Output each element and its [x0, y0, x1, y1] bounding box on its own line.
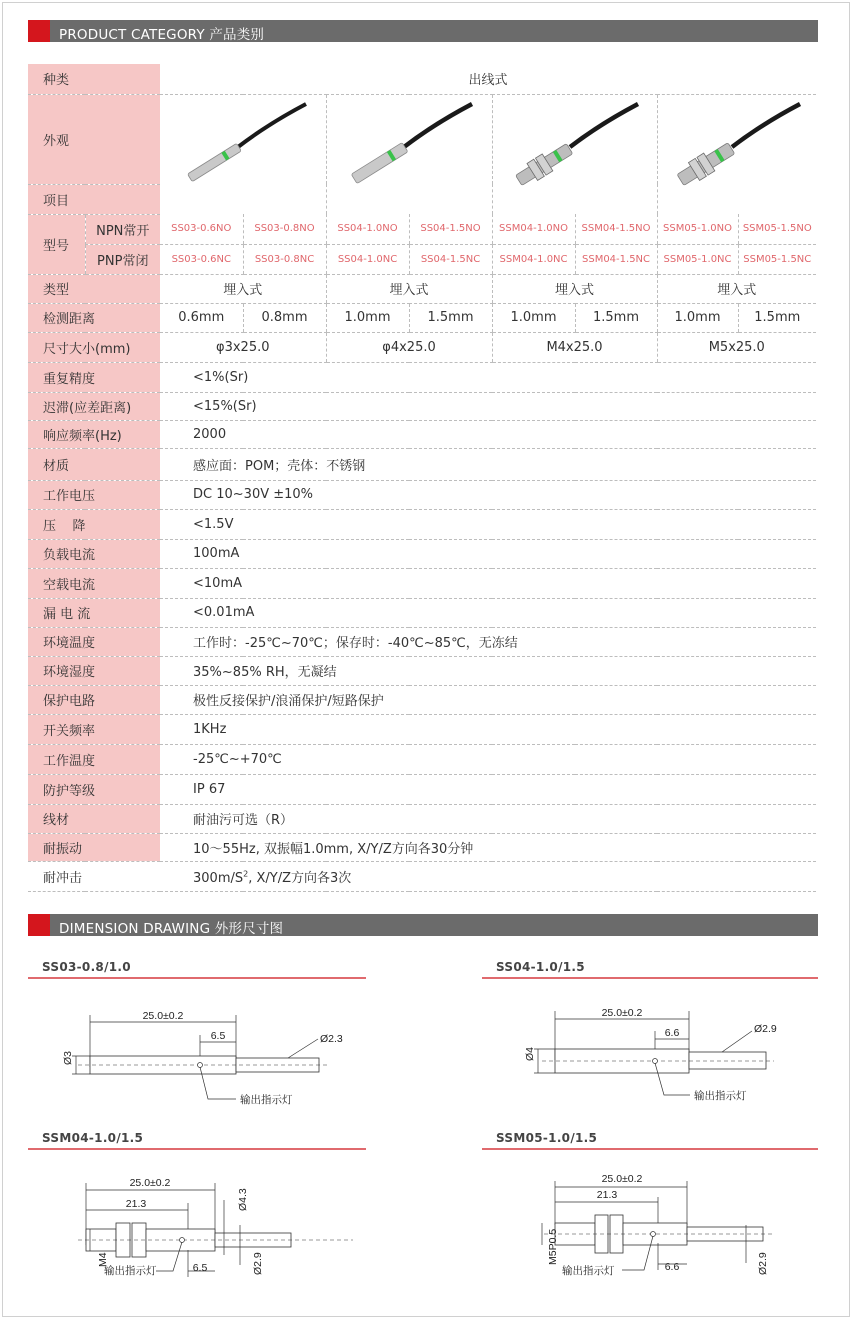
spec-value: 10～55Hz, 双振幅1.0mm, X/Y/Z方向各30分钟 — [160, 833, 816, 861]
spec-label: 开关频率 — [28, 714, 160, 744]
type-value: 埋入式 — [326, 274, 492, 303]
spec-row — [28, 685, 816, 714]
drawing-rule — [482, 977, 818, 979]
dim-cable: Ø2.9 — [754, 1023, 777, 1035]
dim-sense: 6.6 — [664, 1261, 680, 1273]
spec-value: 感应面：POM；壳体：不锈钢 — [160, 448, 816, 480]
spec-label: 工作电压 — [28, 480, 160, 509]
distance-value: 0.6mm — [160, 303, 243, 332]
pnp-model: SS04-1.5NC — [409, 244, 492, 274]
drawing-rule — [28, 1148, 366, 1150]
row-shock — [28, 861, 816, 891]
dim-dia: Ø4 — [524, 1046, 536, 1061]
dim-led: 输出指示灯 — [694, 1090, 747, 1102]
spec-label: 漏 电 流 — [28, 598, 160, 627]
size-value: φ3x25.0 — [160, 332, 326, 362]
spec-value: 100mA — [160, 539, 816, 568]
section-marker — [28, 914, 50, 936]
section-title: PRODUCT CATEGORY 产品类别 — [59, 27, 265, 43]
drawing-title-ss03: SS03-0.8/1.0 — [42, 960, 131, 974]
dim-length: 25.0±0.2 — [601, 1007, 643, 1019]
spec-label: 耐振动 — [28, 833, 160, 861]
distance-value: 1.0mm — [657, 303, 738, 332]
drawing-title-ssm05: SSM05-1.0/1.5 — [496, 1131, 598, 1145]
drawing-title-ss04: SS04-1.0/1.5 — [496, 960, 585, 974]
shock-value-b: , X/Y/Z方向各3次 — [248, 870, 352, 886]
section-header-dimension — [28, 914, 818, 936]
npn-model: SS03-0.6NO — [160, 214, 243, 244]
spec-row — [28, 627, 816, 656]
spec-row — [28, 480, 816, 509]
dim-sense: 6.5 — [210, 1030, 226, 1042]
drawing-title-ssm04: SSM04-1.0/1.5 — [42, 1131, 144, 1145]
dim-led: 输出指示灯 — [104, 1265, 157, 1277]
dim-cable: Ø2.9 — [757, 1252, 769, 1275]
distance-value: 1.5mm — [575, 303, 657, 332]
drawing-ssm04 — [28, 1165, 368, 1305]
size-value: M5x25.0 — [657, 332, 816, 362]
dim-thread: M5P0.5 — [547, 1228, 559, 1265]
spec-label: 环境温度 — [28, 627, 160, 656]
distance-value: 1.0mm — [326, 303, 409, 332]
dim-dia: Ø3 — [62, 1050, 74, 1065]
drawing-ss04 — [482, 995, 822, 1120]
dim-thread: M4 — [97, 1252, 109, 1267]
npn-model: SS04-1.5NO — [409, 214, 492, 244]
label-item: 项目 — [28, 184, 160, 214]
spec-row — [28, 804, 816, 833]
spec-value: <0.01mA — [160, 598, 816, 627]
pnp-model: SSM05-1.0NC — [657, 244, 738, 274]
dim-cable: Ø2.9 — [252, 1252, 264, 1275]
pnp-model: SSM05-1.5NC — [738, 244, 816, 274]
npn-model: SS04-1.0NO — [326, 214, 409, 244]
drawing-ss03 — [28, 995, 368, 1120]
spec-value: 2000 — [160, 420, 816, 448]
spec-row — [28, 656, 816, 685]
npn-model: SSM05-1.5NO — [738, 214, 816, 244]
product-image-ss03 — [160, 94, 326, 214]
spec-value: -25℃~+70℃ — [160, 744, 816, 774]
dim-led: 输出指示灯 — [562, 1265, 615, 1277]
npn-model: SSM04-1.5NO — [575, 214, 657, 244]
spec-row — [28, 774, 816, 804]
drawing-ssm05 — [482, 1165, 822, 1305]
product-image-ss04 — [326, 94, 492, 214]
spec-label: 保护电路 — [28, 685, 160, 714]
spec-label: 材质 — [28, 448, 160, 480]
spec-row — [28, 420, 816, 448]
label-distance: 检测距离 — [28, 303, 160, 332]
spec-row — [28, 833, 816, 861]
dim-led: 输出指示灯 — [240, 1094, 293, 1106]
label-model: 型号 — [28, 214, 85, 274]
dim-tube: Ø4.3 — [237, 1188, 249, 1211]
spec-value: <1.5V — [160, 509, 816, 539]
size-value: φ4x25.0 — [326, 332, 492, 362]
pnp-model: SSM04-1.0NC — [492, 244, 575, 274]
dim-thread-len: 21.3 — [125, 1198, 147, 1210]
label-pnp: PNP常闭 — [85, 244, 160, 274]
spec-label: 迟滞(应差距离) — [28, 392, 160, 420]
size-value: M4x25.0 — [492, 332, 657, 362]
shock-value-sup: 2 — [243, 869, 249, 879]
label-type: 类型 — [28, 274, 160, 303]
dim-cable: Ø2.3 — [320, 1033, 343, 1045]
spec-value: <15%(Sr) — [160, 392, 816, 420]
spec-value: <10mA — [160, 568, 816, 598]
shock-value-a: 300m/S — [193, 870, 244, 886]
row-appearance — [28, 94, 816, 184]
value-kind: 出线式 — [160, 64, 816, 94]
dim-length: 25.0±0.2 — [142, 1010, 184, 1022]
dim-length: 25.0±0.2 — [129, 1177, 171, 1189]
pnp-model: SS03-0.6NC — [160, 244, 243, 274]
spec-value: 极性反接保护/浪涌保护/短路保护 — [160, 685, 816, 714]
pnp-model: SS03-0.8NC — [243, 244, 326, 274]
drawing-rule — [482, 1148, 818, 1150]
npn-model: SSM05-1.0NO — [657, 214, 738, 244]
label-kind: 种类 — [28, 64, 160, 94]
type-value: 埋入式 — [160, 274, 326, 303]
value-shock — [160, 861, 816, 891]
distance-value: 0.8mm — [243, 303, 326, 332]
spec-row — [28, 744, 816, 774]
spec-label: 环境湿度 — [28, 656, 160, 685]
label-appearance: 外观 — [28, 94, 160, 184]
spec-value: 耐油污可选（R） — [160, 804, 816, 833]
spec-row — [28, 362, 816, 392]
row-size — [28, 332, 816, 362]
spec-row — [28, 539, 816, 568]
dim-length: 25.0±0.2 — [601, 1173, 643, 1185]
spec-label: 重复精度 — [28, 362, 160, 392]
label-shock: 耐冲击 — [28, 861, 160, 891]
spec-row — [28, 509, 816, 539]
row-kind — [28, 64, 816, 94]
spec-value: <1%(Sr) — [160, 362, 816, 392]
type-value: 埋入式 — [492, 274, 657, 303]
spec-row — [28, 568, 816, 598]
npn-model: SSM04-1.0NO — [492, 214, 575, 244]
spec-value: 工作时：-25℃~70℃；保存时：-40℃~85℃，无冻结 — [160, 627, 816, 656]
spec-rows — [28, 362, 816, 861]
spec-table — [28, 64, 816, 892]
product-image-ssm05 — [657, 94, 816, 214]
spec-label: 压 降 — [28, 509, 160, 539]
spec-row — [28, 598, 816, 627]
drawing-rule — [28, 977, 366, 979]
spec-label: 空载电流 — [28, 568, 160, 598]
spec-value: IP 67 — [160, 774, 816, 804]
spec-row — [28, 392, 816, 420]
dim-sense: 6.5 — [192, 1262, 208, 1274]
spec-label: 响应频率(Hz) — [28, 420, 160, 448]
section-title: DIMENSION DRAWING 外形尺寸图 — [59, 921, 284, 937]
spec-value: 1KHz — [160, 714, 816, 744]
distance-value: 1.5mm — [738, 303, 816, 332]
dim-sense: 6.6 — [664, 1027, 680, 1039]
label-size: 尺寸大小(mm) — [28, 332, 160, 362]
product-image-ssm04 — [492, 94, 657, 214]
pnp-model: SS04-1.0NC — [326, 244, 409, 274]
label-npn: NPN常开 — [85, 214, 160, 244]
type-value: 埋入式 — [657, 274, 816, 303]
row-type — [28, 274, 816, 303]
pnp-model: SSM04-1.5NC — [575, 244, 657, 274]
spec-label: 防护等级 — [28, 774, 160, 804]
dim-thread-len: 21.3 — [596, 1189, 618, 1201]
section-header-category — [28, 20, 818, 42]
spec-value: DC 10~30V ±10% — [160, 480, 816, 509]
row-distance — [28, 303, 816, 332]
spec-label: 线材 — [28, 804, 160, 833]
spec-row — [28, 714, 816, 744]
spec-label: 工作温度 — [28, 744, 160, 774]
spec-row — [28, 448, 816, 480]
distance-value: 1.5mm — [409, 303, 492, 332]
section-marker — [28, 20, 50, 42]
row-npn — [28, 214, 816, 244]
distance-value: 1.0mm — [492, 303, 575, 332]
spec-value: 35%~85% RH，无凝结 — [160, 656, 816, 685]
npn-model: SS03-0.8NO — [243, 214, 326, 244]
spec-label: 负载电流 — [28, 539, 160, 568]
row-pnp — [28, 244, 816, 274]
